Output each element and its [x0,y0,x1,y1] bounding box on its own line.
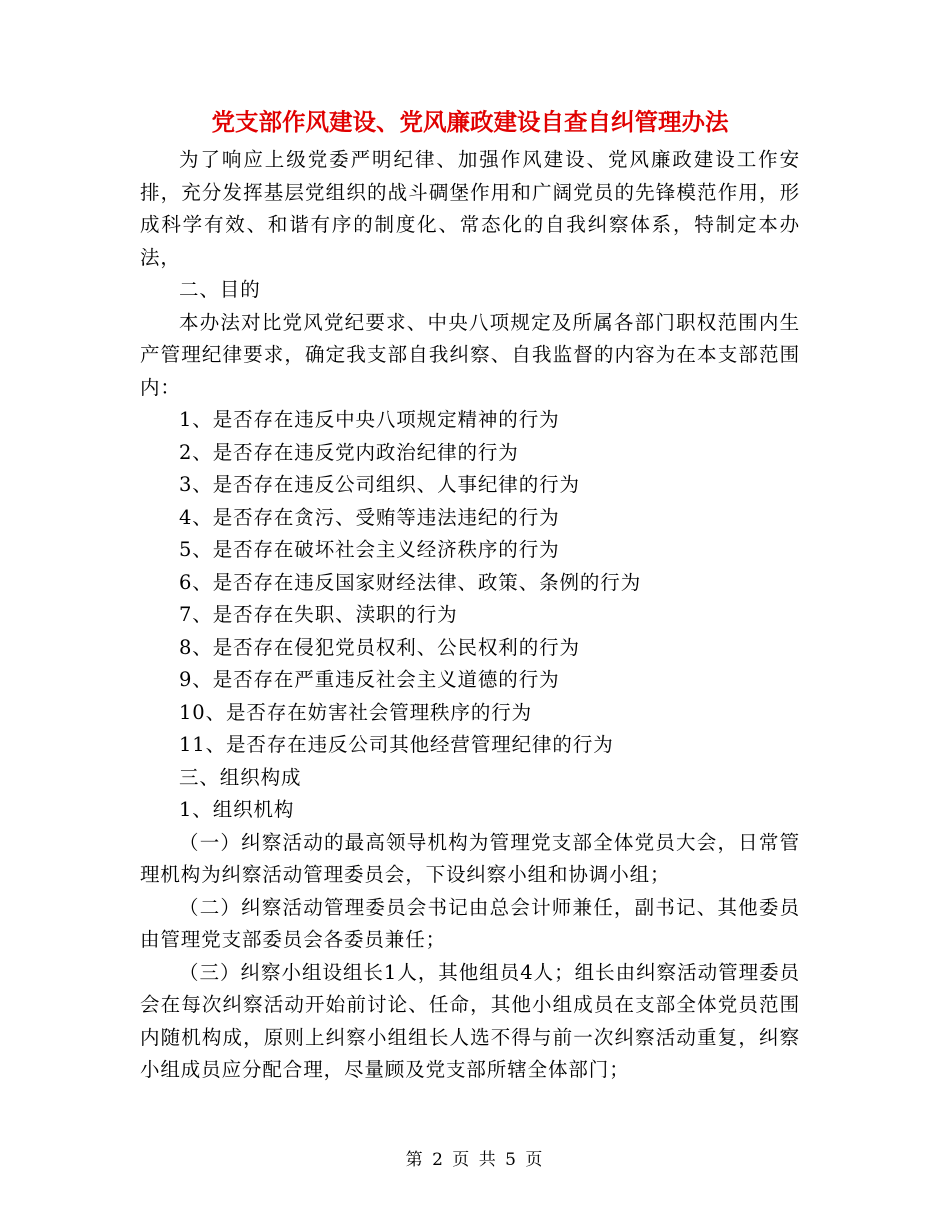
list-item: 11、是否存在违反公司其他经营管理纪律的行为 [179,733,614,756]
list-item: 8、是否存在侵犯党员权利、公民权利的行为 [179,635,580,659]
list-item: 6、是否存在违反国家财经法律、政策、条例的行为 [179,570,642,594]
list-item: 9、是否存在严重违反社会主义道德的行为 [179,668,560,691]
paragraph-intro: 为了响应上级党委严明纪律、加强作风建设、党风廉政建设工作安排，充分发挥基层党组织的战斗碉堡作用和广阔党员的先锋模范作用，形成科学有效、和谐有序的制度化、常态化的自我纠察体系，特制定本办法， [140,148,800,269]
list-item: 2、是否存在违反党内政治纪律的行为 [179,440,519,464]
list-item: 1、是否存在违反中央八项规定精神的行为 [179,408,560,431]
paragraph-clause-3: （三）纠察小组设组长1人，其他组员4人；组长由纠察活动管理委员会在每次纠察活动开始前讨论、任命，其他小组成员在支部全体党员范围内随机构成，原则上纠察小组组长人选不得与前一次纠察活动重复，纠察小组成员应分配合理，尽量顾及党支部所辖全体部门； [140,960,800,1081]
list-item: 10、是否存在妨害社会管理秩序的行为 [179,700,533,724]
paragraph-clause-1: （一）纠察活动的最高领导机构为管理党支部全体党员大会，日常管理机构为纠察活动管理委员会，下设纠察小组和协调小组； [140,830,800,886]
list-item: 7、是否存在失职、渎职的行为 [179,603,458,626]
list-item: 5、是否存在破坏社会主义经济秩序的行为 [179,538,560,561]
document-page [140,106,800,1087]
list-item: 4、是否存在贪污、受贿等违法违纪的行为 [179,505,560,529]
section-heading-purpose: 二、目的 [179,278,261,301]
paragraph-scope: 本办法对比党风党纪要求、中央八项规定及所属各部门职权范围内生产管理纪律要求，确定我支部自我纠察、自我监督的内容为在本支部范围内： [140,310,800,399]
page-number: 第 2 页 共 5 页 [405,1150,545,1170]
list-item: 3、是否存在违反公司组织、人事纪律的行为 [179,473,580,496]
subsection-heading: 1、组织机构 [179,798,295,821]
paragraph-clause-2: （二）纠察活动管理委员会书记由总会计师兼任，副书记、其他委员由管理党支部委员会各委员兼任； [140,895,800,951]
section-heading-organization: 三、组织构成 [179,765,302,789]
document-title: 党支部作风建设、党风廉政建设自查自纠管理办法 [211,108,729,136]
